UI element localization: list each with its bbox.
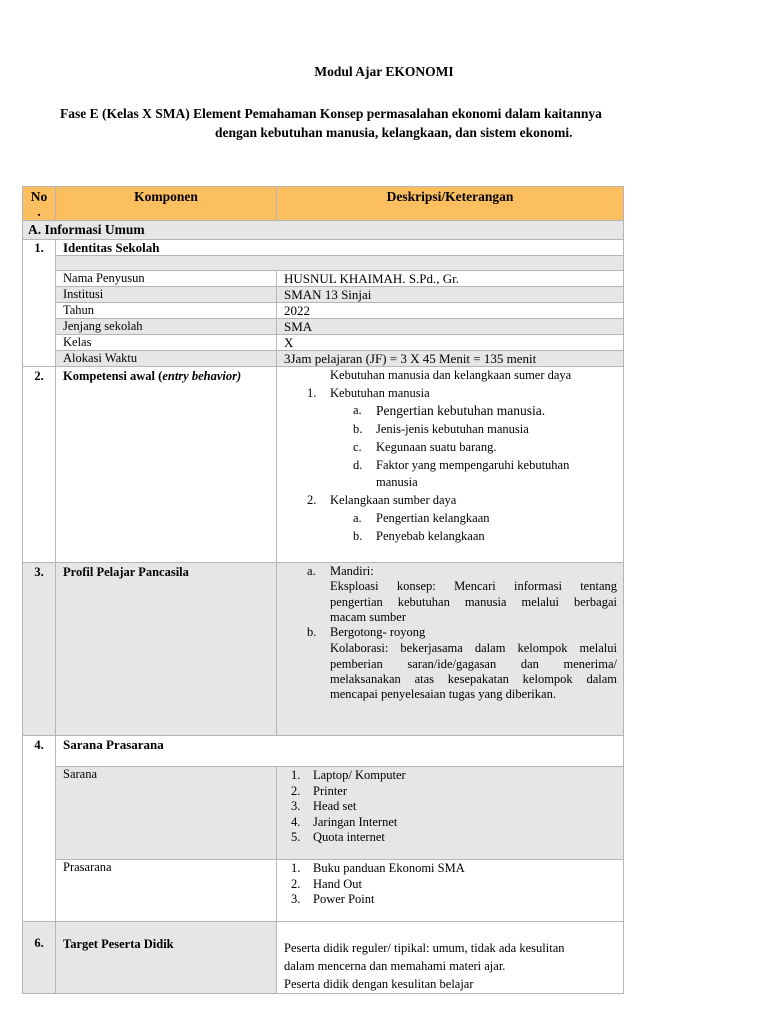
identitas-row-key: Jenjang sekolah [56, 319, 277, 335]
identitas-spacer-row [56, 256, 624, 271]
section-a-row [22, 221, 624, 240]
kompetensi-item1-num: 1. [307, 386, 317, 400]
row4-number: 4. [34, 738, 44, 752]
kompetensi-sub2-num: a. [353, 511, 362, 525]
kompetensi-sub1-item: Faktor yang mempengaruhi kebutuhan [376, 458, 570, 472]
target-label-cell [56, 922, 277, 994]
target-desc-cell [277, 922, 624, 994]
kompetensi-item2-num: 2. [307, 493, 317, 507]
row1-number: 1. [34, 241, 44, 255]
row3-no-cell [22, 563, 56, 736]
identitas-row-value: X [277, 335, 624, 351]
kompetensi-sub1-item: Kegunaan suatu barang. [376, 440, 497, 454]
header-komponen: Komponen [56, 186, 277, 221]
kompetensi-desc-cell [277, 367, 624, 563]
profil-a-num: a. [307, 564, 316, 578]
sarana-label: Sarana [63, 767, 98, 781]
kompetensi-sub1-cont: manusia [376, 475, 418, 489]
sarana-item-num: 5. [291, 830, 301, 844]
profil-b-last: mencapai penyelesaian tugas yang diberikan. [330, 687, 556, 701]
document-title: Modul Ajar EKONOMI [314, 64, 454, 79]
sarana-label-cell [56, 767, 277, 860]
prasarana-list-cell [277, 860, 624, 922]
identitas-row-key: Tahun [56, 303, 277, 319]
row2-no-cell [22, 367, 56, 563]
prasarana-item: Hand Out [313, 876, 362, 891]
profil-b-line: melaksanakan atas kesepakatan kelompok dalam [330, 672, 617, 686]
identitas-row-key: Alokasi Waktu [56, 351, 277, 367]
kompetensi-sub2-item: Pengertian kelangkaan [376, 511, 490, 525]
sarana-heading: Sarana Prasarana [63, 737, 164, 752]
kompetensi-sub2-item: Penyebab kelangkaan [376, 529, 485, 543]
profil-a-title: Mandiri: [330, 564, 374, 578]
profil-a-line: Eksploasi konsep: Mencari informasi tentang [330, 579, 617, 593]
profil-label: Profil Pelajar Pancasila [63, 565, 189, 579]
row3-number: 3. [34, 565, 44, 579]
document-subtitle-line1: Fase E (Kelas X SMA) Element Pemahaman Konsep permasalahan ekonomi dalam kaitannya [60, 106, 602, 121]
kompetensi-label-cell [56, 367, 277, 563]
row6-number: 6. [34, 936, 44, 950]
sarana-item-num: 4. [291, 814, 301, 829]
identitas-row-value: 2022 [277, 303, 624, 319]
identitas-row-value: SMAN 13 Sinjai [277, 287, 624, 303]
identitas-row-value: SMA [277, 319, 624, 335]
target-line: Peserta didik reguler/ tipikal: umum, tidak ada kesulitan [284, 941, 565, 955]
kompetensi-sub1-num: b. [353, 422, 363, 436]
row1-no-cell [22, 240, 56, 367]
header-deskripsi: Deskripsi/Keterangan [277, 186, 624, 221]
kompetensi-label-italic: entry behavior) [162, 369, 242, 383]
header-no-label: No . [30, 189, 48, 219]
sarana-item: Head set [313, 799, 357, 813]
row6-no-cell [22, 922, 56, 994]
sarana-item-num: 3. [291, 799, 301, 813]
kompetensi-item2: Kelangkaan sumber daya [330, 493, 457, 507]
kompetensi-intro: Kebutuhan manusia dan kelangkaan sumer daya [330, 368, 572, 382]
header-no [22, 186, 56, 221]
profil-a-line: pengertian kebutuhan manusia melalui berbagai [330, 594, 617, 609]
kompetensi-label: Kompetensi awal ( [63, 369, 163, 383]
section-a-title: A. Informasi Umum [28, 222, 145, 237]
kompetensi-item1: Kebutuhan manusia [330, 386, 430, 400]
sarana-item-num: 1. [291, 768, 301, 782]
sarana-item: Jaringan Internet [313, 814, 398, 829]
kompetensi-sub1-num: c. [353, 440, 362, 454]
kompetensi-sub1-num: d. [353, 458, 363, 472]
prasarana-item-num: 1. [291, 861, 301, 875]
identitas-row-key: Institusi [56, 287, 277, 303]
identitas-row-key: Kelas [56, 335, 277, 351]
prasarana-item: Buku panduan Ekonomi SMA [313, 861, 465, 875]
row2-number: 2. [34, 369, 44, 383]
profil-desc-cell [277, 563, 624, 736]
sarana-heading-row [56, 736, 624, 767]
profil-b-num: b. [307, 625, 317, 639]
prasarana-label: Prasarana [63, 860, 112, 874]
target-label: Target Peserta Didik [63, 937, 174, 951]
target-lines [284, 939, 623, 993]
identitas-row-key: Nama Penyusun [56, 271, 277, 287]
identitas-heading-row [56, 240, 624, 256]
prasarana-item-num: 2. [291, 876, 301, 891]
prasarana-item-num: 3. [291, 892, 301, 906]
target-line: dalam mencerna dan memahami materi ajar. [284, 959, 506, 973]
sarana-item: Laptop/ Komputer [313, 768, 406, 782]
prasarana-label-cell [56, 860, 277, 922]
sarana-item: Printer [313, 783, 348, 798]
profil-b-title: Bergotong- royong [330, 625, 426, 639]
profil-a-last: macam sumber [330, 610, 407, 624]
kompetensi-sub1-num: a. [353, 403, 362, 417]
row4-no-cell [22, 736, 56, 922]
identitas-label: Identitas Sekolah [63, 240, 160, 255]
prasarana-item: Power Point [313, 892, 375, 906]
profil-b-line: pemberian saran/ide/gagasan dan menerima/ [330, 656, 617, 671]
sarana-item-num: 2. [291, 783, 301, 798]
identitas-row-value: HUSNUL KHAIMAH. S.Pd., Gr. [277, 271, 624, 287]
profil-label-cell [56, 563, 277, 736]
identitas-row-value: 3Jam pelajaran (JF) = 3 X 45 Menit = 135 menit [277, 351, 624, 367]
target-line: Peserta didik dengan kesulitan belajar [284, 977, 474, 991]
profil-b-line: Kolaborasi: bekerjasama dalam kelompok melalui [330, 641, 617, 655]
kompetensi-sub2-num: b. [353, 529, 363, 543]
document-subtitle-line2: dengan kebutuhan manusia, kelangkaan, dan sistem ekonomi. [215, 125, 573, 140]
sarana-list-cell [277, 767, 624, 860]
sarana-item: Quota internet [313, 830, 385, 844]
kompetensi-sub1-item: Pengertian kebutuhan manusia. [376, 403, 546, 418]
kompetensi-sub1-item: Jenis-jenis kebutuhan manusia [376, 422, 529, 436]
